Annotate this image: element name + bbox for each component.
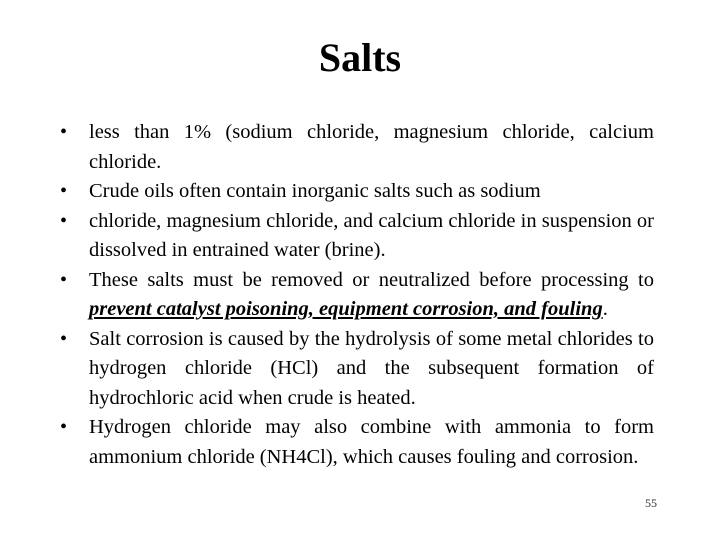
bullet-list [60, 118, 654, 472]
bullet-dot-icon: • [60, 327, 68, 350]
bullet-dot-icon: • [60, 416, 68, 438]
bullet-text: Crude oils often contain inorganic salts such as sodium [89, 180, 541, 202]
bullet-dot-icon: • [60, 209, 68, 232]
page-number: 55 [645, 496, 657, 510]
bullet-dot-icon: • [60, 121, 68, 143]
bullet-text: chloride, magnesium chloride, and calcium chloride in suspension or dissolved in entrained water (brine). [89, 209, 654, 261]
bullet-dot-icon: • [60, 268, 68, 291]
slide-title: Salts [318, 35, 402, 80]
bullet-item [60, 325, 654, 414]
bullet-text: Salt corrosion is caused by the hydrolysis of some metal chlorides to hydrogen chloride (HCl) and the subsequent formation of hydrochloric acid when crude is heated. [89, 327, 654, 409]
bullet-item [60, 266, 654, 325]
bullet-text: These salts must be removed or neutralized before processing to [89, 268, 654, 291]
bullet-item [60, 118, 654, 177]
bullet-item [60, 207, 654, 266]
bullet-underlined-text: prevent catalyst poisoning, equipment corrosion, and fouling [89, 298, 603, 320]
bullet-text: less than 1% (sodium chloride, magnesium chloride, calcium chloride. [89, 121, 654, 173]
bullet-dot-icon: • [60, 180, 68, 202]
bullet-item [60, 413, 654, 472]
bullet-text-end: . [602, 298, 608, 320]
bullet-item [60, 177, 654, 207]
bullet-text: Hydrogen chloride may also combine with ammonia to form ammonium chloride (NH4Cl), which causes fouling and corrosion. [89, 416, 654, 468]
